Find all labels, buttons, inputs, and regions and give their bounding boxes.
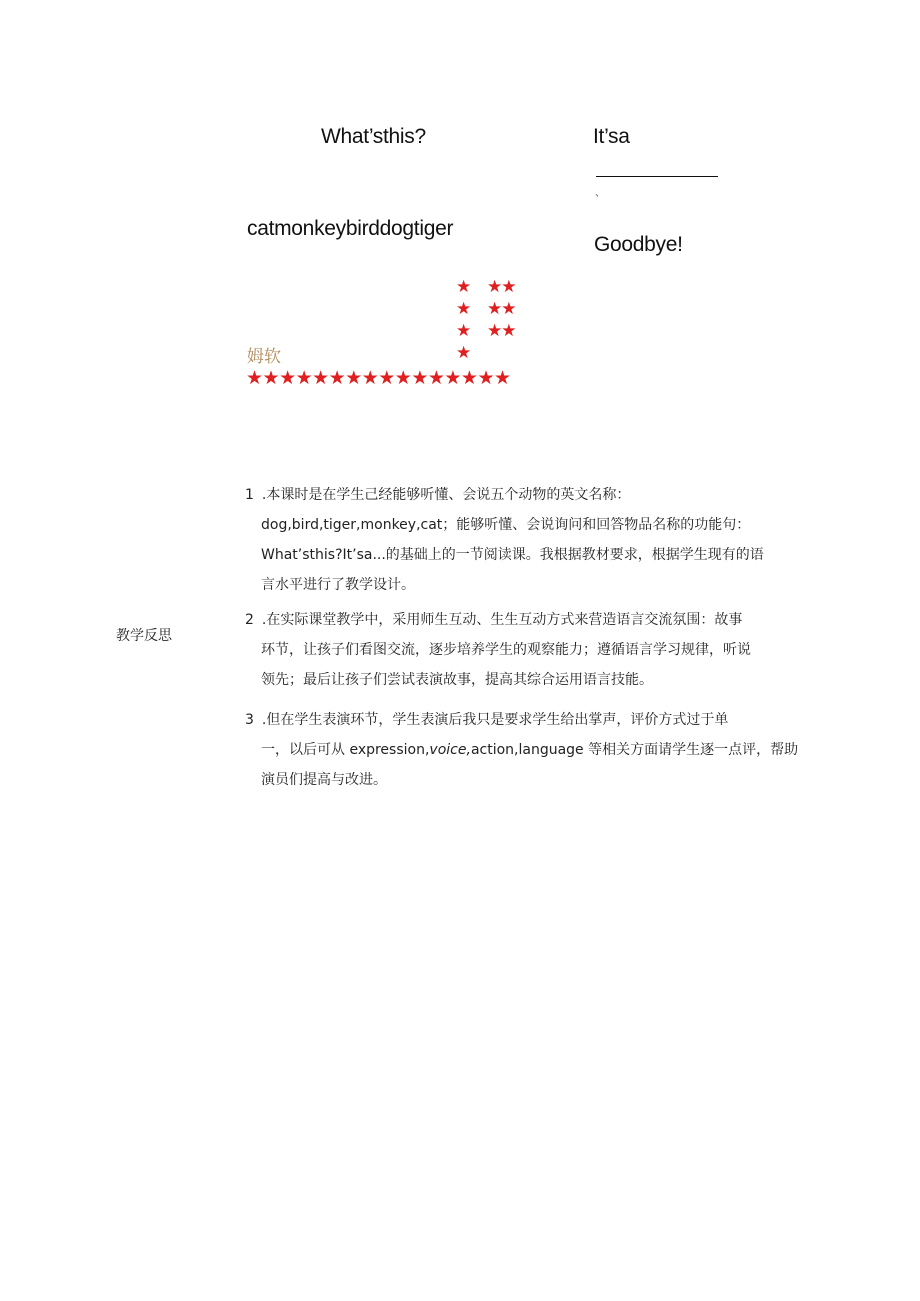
paragraph-line: What’sthis?It’sa...的基础上的一节阅读课。我根据教材要求，根据学生现有的语 bbox=[261, 547, 764, 563]
star-rating-column-a: ★ ★ ★ bbox=[456, 277, 472, 341]
star-rating-column-b: ★★ ★★ ★★ bbox=[487, 277, 516, 341]
paragraph-line bbox=[245, 705, 810, 735]
paragraph-line: 演员们提高与改进。 bbox=[261, 772, 387, 788]
paragraph-text: .但在学生表演环节，学生表演后我只是要求学生给出掌声，评价方式过于单 bbox=[261, 712, 729, 728]
tick-mark: 、 bbox=[595, 188, 605, 199]
paragraph-number: 3 bbox=[245, 712, 254, 728]
paragraph-line bbox=[245, 735, 810, 765]
question-sentence: What’sthis? bbox=[321, 125, 426, 148]
paragraph-text: 一，以后可从 expression, bbox=[261, 742, 430, 758]
paragraph-text: .本课时是在学生己经能够听懂、会说五个动物的英文名称： bbox=[261, 487, 631, 503]
paragraph-line bbox=[245, 605, 810, 635]
animal-word-list: catmonkeybirddogtiger bbox=[247, 217, 454, 240]
reflection-paragraph-2 bbox=[245, 605, 810, 695]
paragraph-line: dog,bird,tiger,monkey,cat；能够听懂、会说询问和回答物品名称的功能句： bbox=[261, 517, 751, 533]
paragraph-text: action,language 等相关方面请学生逐一点评，帮助 bbox=[470, 742, 799, 758]
paragraph-line: 环节，让孩子们看图交流，逐步培养学生的观察能力；遵循语言学习规律，听说 bbox=[261, 642, 751, 658]
star-row: ★★★★★★★★★★★★★★★★ bbox=[246, 367, 511, 389]
reflection-paragraph-3 bbox=[245, 705, 810, 795]
gold-label: 姆软 bbox=[247, 347, 281, 367]
paragraph-number: 1 bbox=[245, 487, 254, 503]
star-rating-column-c: ★ bbox=[456, 343, 472, 363]
goodbye-text: Goodbye! bbox=[594, 233, 683, 256]
answer-sentence-prefix: It’sa bbox=[593, 125, 630, 148]
answer-blank-line bbox=[596, 176, 718, 177]
paragraph-text: .在实际课堂教学中，采用师生互动、生生互动方式来营造语言交流氛围：故事 bbox=[261, 612, 743, 628]
paragraph-text-italic: voice, bbox=[429, 742, 471, 758]
paragraph-line: 言水平进行了教学设计。 bbox=[261, 577, 415, 593]
reflection-paragraph-1 bbox=[245, 480, 810, 600]
reflection-label: 教学反思 bbox=[116, 628, 172, 644]
paragraph-line: 领先；最后让孩子们尝试表演故事，提高其综合运用语言技能。 bbox=[261, 672, 653, 688]
paragraph-number: 2 bbox=[245, 612, 254, 628]
paragraph-line bbox=[245, 480, 810, 510]
